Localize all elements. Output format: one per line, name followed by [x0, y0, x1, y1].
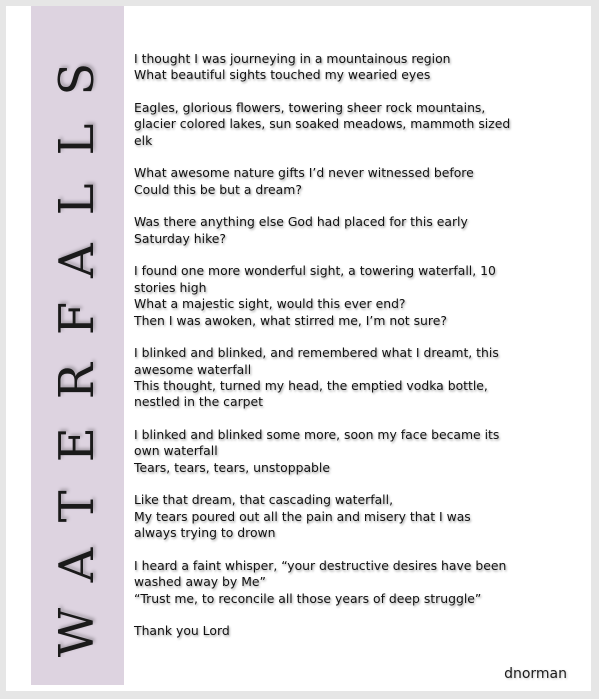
stanza	[134, 345, 514, 411]
poem-line: I found one more wonderful sight, a towering waterfall, 10 stories high	[134, 263, 496, 295]
poem-line: Eagles, glorious flowers, towering sheer rock mountains, glacier colored lakes, sun soaked meadows, mammoth sized elk	[134, 100, 511, 148]
poem-line: Could this be but a dream?	[134, 181, 302, 197]
stanza	[134, 165, 514, 198]
poem-line: Like that dream, that cascading waterfall,	[134, 492, 394, 508]
stanza	[134, 100, 514, 149]
poem-line: I blinked and blinked, and remembered what I dreamt, this awesome waterfall	[134, 345, 499, 377]
poem-line: I blinked and blinked some more, soon my face became its own waterfall	[134, 427, 500, 459]
poem-line: What beautiful sights touched my wearied eyes	[134, 67, 431, 83]
poem-line: “Trust me, to reconcile all those years of deep struggle”	[134, 590, 482, 606]
poem-line: Then I was awoken, what stirred me, I’m not sure?	[134, 312, 447, 328]
stanza	[134, 427, 514, 476]
stanza	[134, 214, 514, 247]
stanza	[134, 263, 514, 329]
poem-body	[134, 51, 514, 656]
poem-line: My tears poured out all the pain and misery that I was always trying to drown	[134, 508, 471, 541]
poem-line: Thank you Lord	[134, 623, 230, 639]
poem-line: Was there anything else God had placed for this early Saturday hike?	[134, 214, 468, 246]
poem-line: I thought I was journeying in a mountainous region	[134, 51, 451, 66]
poem-line: This thought, turned my head, the emptied vodka bottle, nestled in the carpet	[134, 378, 488, 410]
poem-line: What a majestic sight, would this ever end?	[134, 296, 406, 312]
stanza	[134, 51, 514, 84]
stanza	[134, 492, 514, 541]
stanza	[134, 558, 514, 607]
stanza	[134, 623, 514, 639]
poem-line: I heard a faint whisper, “your destructive desires have been washed away by Me”	[134, 557, 507, 590]
poem-line: Tears, tears, tears, unstoppable	[134, 459, 330, 475]
author-signature: dnorman	[504, 666, 567, 682]
poem-title-text: WATERFALLS	[49, 34, 105, 658]
poem-line: What awesome nature gifts I’d never witnessed before	[134, 165, 474, 181]
